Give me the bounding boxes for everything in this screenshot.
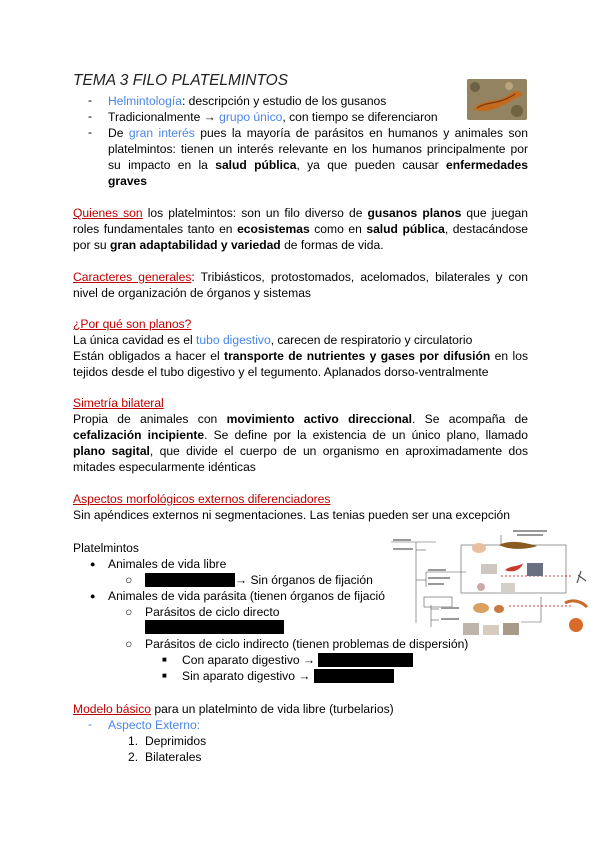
simetria-heading: Simetría bilateral xyxy=(73,396,164,410)
bullet-marker: ● xyxy=(90,559,96,569)
square-marker: ■ xyxy=(162,671,167,680)
list-marker: - xyxy=(88,717,93,731)
quienes-l1: Quienes son los platelmintos: son un filo diverso de gusanos planos que juegan xyxy=(73,206,529,220)
simetria-l3: plano sagital, que divide el cuerpo de un organismo en aproximadamente dos xyxy=(73,444,528,458)
page-title: TEMA 3 FILO PLATELMINTOS xyxy=(73,72,289,89)
ciclo-directo-item: Parásitos de ciclo directo xyxy=(145,605,280,619)
intro-helmintologia: Helmintología: descripción y estudio de los gusanos xyxy=(108,94,387,108)
intro-interes-l4: graves xyxy=(108,174,147,188)
intro-interes-l3: su impacto en la salud pública, ya que pueden causar enfermedades xyxy=(108,158,528,172)
list-marker: - xyxy=(88,109,93,123)
aspecto-externo-heading: Aspecto Externo: xyxy=(108,718,201,732)
list-marker: - xyxy=(88,125,93,139)
quienes-l3: por su gran adaptabilidad y variedad de formas de vida. xyxy=(73,238,384,252)
vida-libre-item: Animales de vida libre xyxy=(108,557,227,571)
aspectos-heading: Aspectos morfológicos externos diferenciadores xyxy=(73,492,331,506)
simetria-l1: Propia de animales con movimiento activo direccional. Se acompaña de xyxy=(73,412,528,426)
numbered-marker-2: 2. xyxy=(128,750,139,764)
vida-libre-subitem: → Sin órganos de fijación xyxy=(145,572,600,588)
bullet-marker: ● xyxy=(90,591,96,601)
intro-tradicional: Tradicionalmente → grupo único, con tiempo se diferenciaron xyxy=(108,110,438,124)
circle-marker: ○ xyxy=(125,573,133,587)
simetria-l2: cefalización incipiente. Se define por la existencia de un único plano, llamado xyxy=(73,428,528,442)
caracteres-l1: Caracteres generales: Tribiásticos, protostomados, acelomados, bilaterales y con xyxy=(73,270,529,284)
square-marker: ■ xyxy=(162,655,167,664)
circle-marker: ○ xyxy=(125,605,133,619)
simetria-l4: mitades especularmente idénticas xyxy=(73,460,256,474)
planos-l1: La única cavidad es el tubo digestivo, carecen de respiratorio y circulatorio xyxy=(73,333,473,347)
caracteres-heading: Caracteres generales xyxy=(73,270,192,284)
redacted-block xyxy=(145,573,235,587)
modelo-item-2: Bilaterales xyxy=(145,750,202,764)
planos-heading: ¿Por qué son planos? xyxy=(73,317,192,331)
aspectos-l1: Sin apéndices externos ni segmentaciones. Las tenias pueden ser una excepción xyxy=(73,508,511,522)
intro-interes-l2: platelmintos: tienen un interés relevante en los humanos principalmente por xyxy=(108,142,528,156)
sin-aparato-item: Sin aparato digestivo → xyxy=(182,668,600,684)
con-aparato-item: Con aparato digestivo → xyxy=(182,652,600,668)
quienes-heading: Quienes son xyxy=(73,206,143,220)
platelmintos-heading: Platelmintos xyxy=(73,541,139,555)
ciclo-directo-redacted xyxy=(145,620,284,634)
intro-interes-l1: De gran interés pues la mayoría de parásitos en humanos y animales son xyxy=(108,126,528,140)
ciclo-indirecto-item: Parásitos de ciclo indirecto (tienen problemas de dispersión) xyxy=(145,637,469,651)
classification-diagram xyxy=(391,527,597,643)
circle-marker: ○ xyxy=(125,637,133,651)
planos-l3: tejidos desde el tubo digestivo y el tegumento. Aplanados dorso-ventralmente xyxy=(73,365,489,379)
planos-l2: Están obligados a hacer el transporte de nutrientes y gases por difusión en los xyxy=(73,349,528,363)
modelo-heading: Modelo básico xyxy=(73,702,151,716)
numbered-marker-1: 1. xyxy=(128,734,139,748)
modelo-item-1: Deprimidos xyxy=(145,734,207,748)
vida-parasita-item: Animales de vida parásita (tienen órganos de fijació xyxy=(108,589,385,603)
helmintologia-term: Helmintología xyxy=(108,94,182,108)
modelo-line: Modelo básico para un platelminto de vida libre (turbelarios) xyxy=(73,702,394,716)
caracteres-l2: nivel de organización de órganos y sistemas xyxy=(73,286,311,300)
quienes-l2: roles fundamentales tanto en ecosistemas como en salud pública, destacándose xyxy=(73,222,529,236)
list-marker: - xyxy=(88,93,93,107)
